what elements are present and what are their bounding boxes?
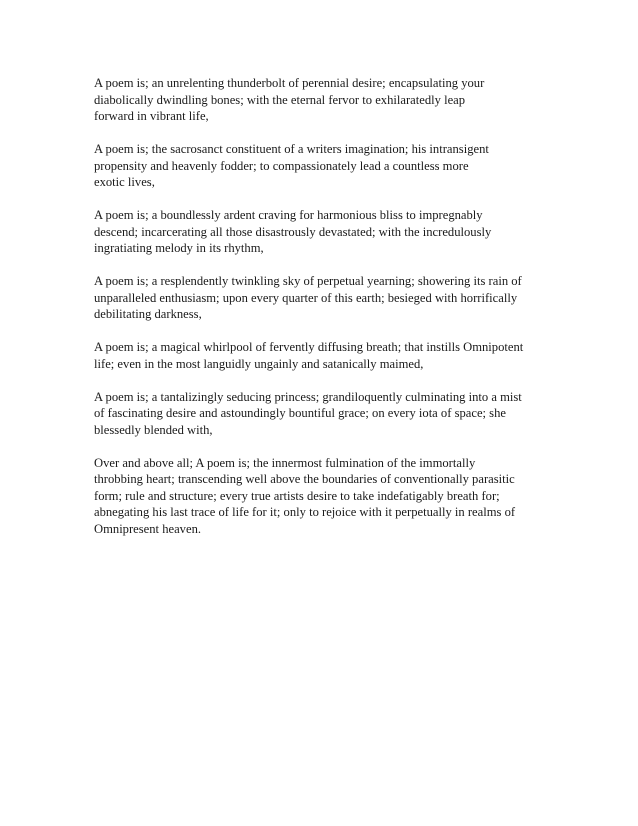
stanza-4 [94,273,554,323]
stanza-1-line-1: A poem is; an unrelenting thunderbolt of perennial desire; encapsulating your [94,76,485,90]
stanza-1 [94,75,554,125]
stanza-5 [94,339,554,372]
stanza-2-line-2: propensity and heavenly fodder; to compassionately lead a countless more [94,158,469,173]
stanza-5-line-2: life; even in the most languidly ungainly and satanically maimed, [94,356,424,371]
stanza-6-line-1: A poem is; a tantalizingly seducing princess; grandiloquently culminating into a mist [94,389,522,404]
stanza-4-line-1: A poem is; a resplendently twinkling sky of perpetual yearning; showering its rain of [94,274,522,288]
stanza-2 [94,141,554,191]
stanza-2-line-3: exotic lives, [94,175,155,189]
stanza-4-line-3: debilitating darkness, [94,307,202,321]
stanza-6 [94,389,554,439]
stanza-3 [94,207,554,257]
poem-body [94,75,554,554]
stanza-7-line-5: Omnipresent heaven. [94,521,202,536]
stanza-3-line-2: descend; incarcerating all those disastrously devastated; with the incredulously [94,224,492,239]
stanza-6-line-2: of fascinating desire and astoundingly bountiful grace; on every iota of space; she [94,406,506,420]
stanza-4-line-2: unparalleled enthusiasm; upon every quarter of this earth; besieged with horrifically [94,290,518,305]
stanza-7-line-1: Over and above all; A poem is; the innermost fulmination of the immortally [94,455,476,470]
stanza-7-line-2: throbbing heart; transcending well above the boundaries of conventionally parasitic [94,472,515,486]
stanza-3-line-1: A poem is; a boundlessly ardent craving for harmonious bliss to impregnably [94,208,483,222]
stanza-1-line-3: forward in vibrant life, [94,109,209,123]
stanza-1-line-2: diabolically dwindling bones; with the eternal fervor to exhilaratedly leap [94,92,466,107]
stanza-3-line-3: ingratiating melody in its rhythm, [94,241,264,255]
stanza-7 [94,455,554,538]
stanza-5-line-1: A poem is; a magical whirlpool of fervently diffusing breath; that instills Omnipotent [94,340,524,354]
stanza-6-line-3: blessedly blended with, [94,422,213,437]
stanza-2-line-1: A poem is; the sacrosanct constituent of a writers imagination; his intransigent [94,142,489,156]
stanza-7-line-3: form; rule and structure; every true artists desire to take indefatigably breath for; [94,488,500,503]
stanza-7-line-4: abnegating his last trace of life for it; only to rejoice with it perpetually in realms of [94,505,516,519]
